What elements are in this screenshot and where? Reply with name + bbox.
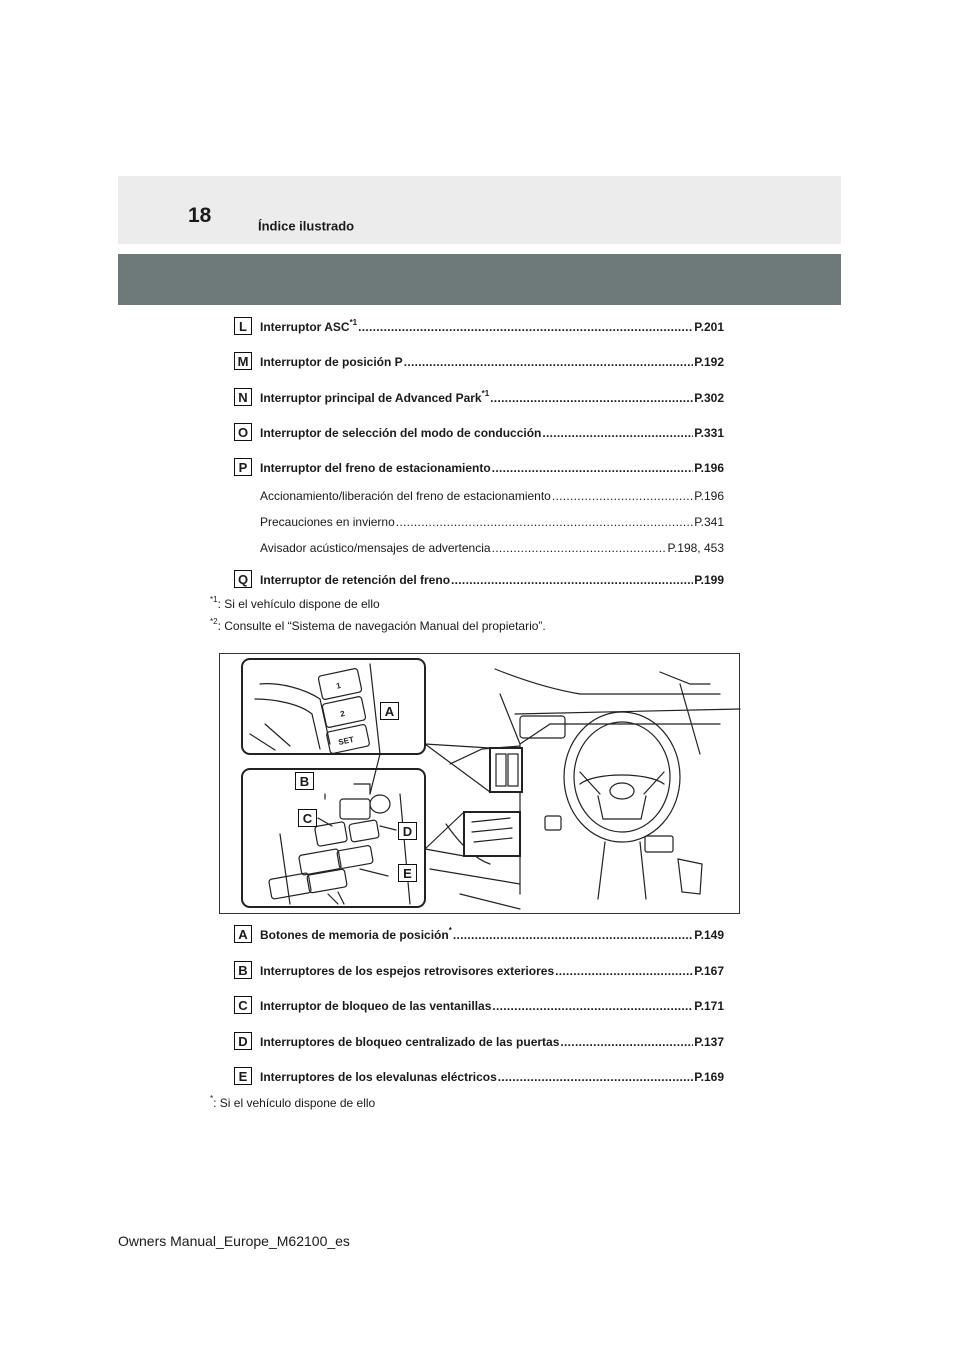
leader-dots: [404, 355, 694, 369]
leader-dots: [492, 541, 667, 555]
index-entry-p[interactable]: [234, 458, 724, 478]
entry-key-badge: L: [234, 317, 252, 335]
sub-entry[interactable]: [234, 486, 724, 506]
callout-b: B: [295, 772, 314, 790]
entry-label: Botones de memoria de posición*: [260, 926, 452, 942]
callout-e: E: [398, 864, 417, 882]
entry-page-ref[interactable]: P.167: [694, 964, 724, 978]
entry-key-badge: O: [234, 423, 252, 441]
leader-dots: [492, 999, 693, 1013]
sub-entry-label: Precauciones en invierno: [260, 515, 395, 529]
entry-page-ref[interactable]: P.199: [694, 573, 724, 587]
leader-dots: [542, 426, 693, 440]
leader-dots: [453, 928, 693, 942]
entry-page-ref[interactable]: P.331: [694, 426, 724, 440]
leader-dots: [396, 515, 693, 529]
section-banner: [118, 254, 841, 305]
entry-page-ref[interactable]: P.171: [694, 999, 724, 1013]
entry-label: Interruptores de bloqueo centralizado de las puertas: [260, 1035, 560, 1049]
leader-dots: [498, 1070, 693, 1084]
leader-dots: [552, 489, 693, 503]
entry-key-badge: P: [234, 458, 252, 476]
entry-key-badge: N: [234, 388, 252, 406]
footnote: $^{*2}$: Consulte el “Sistema de navegación Manual del propietario”.: [210, 617, 546, 633]
button-label-1: 1: [335, 680, 342, 691]
index-entry-o[interactable]: [234, 423, 724, 443]
leader-dots: [490, 391, 693, 405]
footer-manual-id: Owners Manual_Europe_M62100_es: [118, 1233, 350, 1249]
entry-label: Interruptores de los espejos retrovisores exteriores: [260, 964, 555, 978]
entry-label: Interruptor principal de Advanced Park$^{*1}$: [260, 389, 490, 405]
callout-a: A: [380, 702, 399, 720]
sub-entry-label: Accionamiento/liberación del freno de estacionamiento: [260, 489, 551, 503]
entry-label: Interruptor de retención del freno: [260, 573, 451, 587]
index-entry-d[interactable]: [234, 1032, 724, 1052]
entry-label: Interruptor ASC$^{*1}$: [260, 318, 358, 334]
header-band: [118, 176, 841, 244]
entry-page-ref[interactable]: P.201: [694, 320, 724, 334]
entry-key-badge: E: [234, 1067, 252, 1085]
index-entry-n[interactable]: [234, 388, 724, 408]
entry-key-badge: C: [234, 996, 252, 1014]
entry-key-badge: B: [234, 961, 252, 979]
entry-label: Interruptor de bloqueo de las ventanillas: [260, 999, 492, 1013]
sub-entry[interactable]: [234, 512, 724, 532]
entry-label: Interruptor de selección del modo de conducción: [260, 426, 542, 440]
section-title: Índice ilustrado: [258, 218, 355, 234]
leader-dots: [492, 461, 693, 475]
entry-key-badge: D: [234, 1032, 252, 1050]
leader-dots: [358, 320, 693, 334]
button-label-set: SET: [337, 734, 355, 747]
leader-dots: [555, 964, 693, 978]
entry-page-ref[interactable]: P.196: [694, 461, 724, 475]
button-label-2: 2: [339, 708, 346, 719]
entry-label: Interruptores de los elevalunas eléctricos: [260, 1070, 497, 1084]
footnote: $^{*1}$: Si el vehículo dispone de ello: [210, 595, 380, 611]
entry-page-ref[interactable]: P.302: [694, 391, 724, 405]
index-entry-e[interactable]: [234, 1067, 724, 1087]
footnote: *: Si el vehículo dispone de ello: [210, 1094, 376, 1110]
index-entry-m[interactable]: [234, 352, 724, 372]
sub-entry-page-ref[interactable]: P.341: [694, 515, 724, 529]
index-entry-q[interactable]: [234, 570, 724, 590]
callout-d: D: [398, 822, 417, 840]
entry-page-ref[interactable]: P.192: [694, 355, 724, 369]
sub-entry-page-ref[interactable]: P.198, 453: [667, 541, 724, 555]
door-switch-illustration: [219, 653, 740, 914]
sub-entry-label: Avisador acústico/mensajes de advertencia: [260, 541, 491, 555]
index-entry-c[interactable]: [234, 996, 724, 1016]
index-entry-a[interactable]: [234, 925, 724, 945]
sub-entry[interactable]: [234, 538, 724, 558]
entry-page-ref[interactable]: P.169: [694, 1070, 724, 1084]
entry-key-badge: Q: [234, 570, 252, 588]
entry-label: Interruptor del freno de estacionamiento: [260, 461, 491, 475]
entry-page-ref[interactable]: P.149: [694, 928, 724, 942]
entry-label: Interruptor de posición P: [260, 355, 403, 369]
leader-dots: [560, 1035, 693, 1049]
sub-entry-page-ref[interactable]: P.196: [694, 489, 724, 503]
callout-c: C: [298, 809, 317, 827]
index-entry-l[interactable]: [234, 317, 724, 337]
leader-dots: [451, 573, 693, 587]
entry-key-badge: M: [234, 352, 252, 370]
page-number: 18: [188, 204, 212, 227]
index-entry-b[interactable]: [234, 961, 724, 981]
entry-page-ref[interactable]: P.137: [694, 1035, 724, 1049]
entry-key-badge: A: [234, 925, 252, 943]
